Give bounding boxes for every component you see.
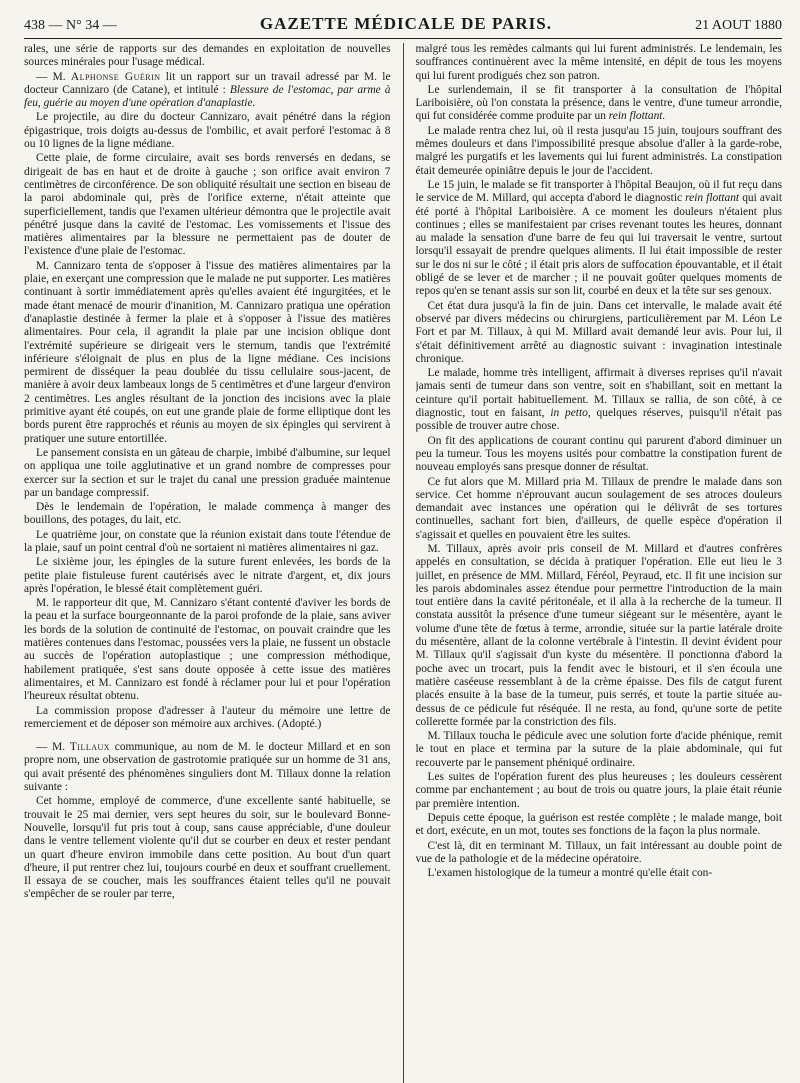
paragraph: Cette plaie, de forme circulaire, avait ses bords renversés en dedans, se dirigeait de bas en haut et de droite à gauche ; son orifice avait environ 7 centimètres de circonférence. De son obliquité résultait une section en biseau de la paroi abdominale qui, près de l'orifice externe, n'était atteinte que superficiellement, tandis que l'examen ultérieur démontra que le projectile avait pénétré jusque dans la cavité de l'estomac. Les vomissements et l'issue des matières alimentaires par la blessure ne permettaient pas de douter de l'existence d'une plaie de l'estomac. — [24, 152, 391, 258]
paragraph-text: lit un rapport sur un travail adressé par M. le docteur Cannizaro (de Catane), et intitulé : — [24, 70, 391, 96]
paragraph-text: Le malade, homme très intelligent, affirmait à diverses reprises qu'il n'avait jamais senti de tumeur dans son ventre, soit en s'habillant, soit en mettant la ceinture qu'il portait habituellement. M. Tillaux se rallia, de son côté, à ce diagnostic, tout en faisant, — [415, 367, 782, 420]
paragraph: Le quatrième jour, on constate que la réunion existait dans toute l'étendue de la plaie, sauf un point central d'où ne sortaient ni matières alimentaires ni gaz. — [24, 528, 391, 554]
paragraph — [24, 71, 391, 111]
paragraph: M. Cannizaro tenta de s'opposer à l'issue des matières alimentaires par la plaie, en exerçant une compression que le malade ne put supporter. Les matières continuant à sortir immédiatement après qu'elles avaient été ingurgitées, et le made étant menacé de mourir d'inanition, M. Cannizaro pratiqua une opération d'anaplastie destinée à fermer la plaie et à s'opposer à l'issue des matières alimentaires. Pour cela, il agrandit la plaie par une incision oblique dont l'extrémité supérieure se dirigeait vers le sternum, tandis que l'extrémité inférieure s'éloignait de plus en plus de la ligne médiane. Ces incisions permirent de disséquer la peau doublée du tissu cellulaire sous-jacent, de manière à avoir deux lambeaux longs de 5 centimètres et d'une largeur d'environ 2 centimètres. Les angles résultant de la jonction des incisions avec la plaie primitive ayant été coupés, on eut une grande plaie de forme elliptique dont les bords purent être rapprochés et réunis au moyen de six épingles qui servirent à pratiquer une suture entortillée. — [24, 259, 391, 445]
column-rule — [403, 43, 404, 1083]
emphasis: rein flottant — [685, 192, 740, 205]
paragraph: C'est là, dit en terminant M. Tillaux, un fait intéressant au double point de vue de la pathologie et de la médecine opératoire. — [415, 839, 782, 865]
paragraph-text: communique, au nom de M. le docteur Millard et en son propre nom, une observation de gastrotomie pratiquée sur un homme de 31 ans, qui avait présenté des phénomènes singuliers dont M. Tillaux donne la relation suivante : — [24, 741, 391, 794]
right-column — [416, 43, 783, 1083]
journal-title: GAZETTE MÉDICALE DE PARIS. — [259, 14, 552, 33]
left-column — [24, 43, 391, 1083]
paragraph: Le sixième jour, les épingles de la suture furent enlevées, les bords de la petite plaie fistuleuse furent cautérisés avec le nitrate d'argent, et, dix jours après l'opération, le blessé était complètement guéri. — [24, 556, 391, 595]
paragraph: M. Tillaux, après avoir pris conseil de M. Millard et d'autres confrères appelés en consultation, se décida à pratiquer l'opération. Elle eut lieu le 3 juillet, en présence de MM. Millard, Féréol, Peyraud, etc. Il fit une incision sur les parois abdominales assez étendue pour permettre l'introduction de la main tout entière dans la cavité péritonéale, et il alla à la recherche de la tumeur. Il constata aussitôt la présence d'une tumeur siégeant sur le mésentère, ayant le volume d'une tête de fœtus à terme, arrondie, située sur la partie latérale droite du mésentère, allant de la colonne vertébrale à l'intestin. Il devint évident pour M. Tillaux qu'il s'agissait d'un kyste du mésentère. Il ponctionna d'abord la poche avec un trocart, puis la fendit avec le bistouri, et il s'en écoula une matière caséeuse ressemblant à de la crème épaisse. Des fils de catgut furent placés ensuite à la base de la tumeur, puis serrés, et toute la partie située au-dessus de ce pédicule fut réséquée. Il ne resta, au fond, qu'une sorte de petite collerette formée par la constriction des fils. — [415, 542, 782, 728]
page-number: 438 — N° 34 — — [24, 18, 117, 33]
paragraph-text: , quelques réserves, puisqu'il n'était pas possible de trouver autre chose. — [415, 407, 782, 433]
paragraph: Depuis cette époque, la guérison est restée complète ; le malade mange, boit et dort, exécute, en un mot, toutes ses fonctions de la façon la plus normale. — [415, 811, 782, 838]
paragraph: Le malade rentra chez lui, où il resta jusqu'au 15 juin, toujours souffrant des mêmes douleurs et dans l'impossibilité presque absolue d'aller à la garde-robe, malgré les purgatifs et les lavements qui lui furent administrés. La constipation était demeurée opiniâtre depuis le jour de l'accident. — [415, 124, 782, 177]
paragraph-text: — M. — [36, 741, 70, 754]
paragraph: Le pansement consista en un gâteau de charpie, imbibé d'albumine, sur lequel on appliqua une toile agglutinative et un grand nombre de compresses pour exercer sur la section et sur le trajet du canal une pression graduée maintenue par un bandage compressif. — [24, 446, 391, 499]
paragraph: malgré tous les remèdes calmants qui lui furent administrés. Le lendemain, les souffrances continuèrent avec la même intensité, en dépit de tous les moyens qui lui furent prodigués chez son patron. — [415, 43, 782, 82]
paragraph: Cet homme, employé de commerce, d'une excellente santé habituelle, se trouvait le 25 mai dernier, vers sept heures du soir, sur le boulevard Bonne-Nouvelle, lorsqu'il fut pris tout à coup, sans cause appréciable, d'une douleur dans le ventre tellement violente qu'il dut se courber en deux et rester pendant un quart d'heure environ immobile dans cette position. Au bout d'un quart d'heure, il put rentrer chez lui, toujours courbé en deux et souffrant cruellement. Il essaya de se coucher, mais les souffrances étaient telles qu'il ne pouvait s'empêcher de se rouler par terre, — [24, 795, 391, 901]
paragraph: Dès le lendemain de l'opération, le malade commença à manger des bouillons, des potages, du lait, etc. — [24, 501, 391, 527]
paragraph: Les suites de l'opération furent des plus heureuses ; les douleurs cessèrent comme par enchantement ; au bout de trois ou quatre jours, la plaie était réunie par première intention. — [415, 771, 782, 810]
author-name: Tillaux — [69, 741, 111, 754]
text-columns — [24, 43, 782, 1083]
issue-date: 21 AOUT 1880 — [695, 18, 782, 33]
emphasis: in petto — [550, 407, 588, 420]
paragraph: On fit des applications de courant continu qui parurent d'abord diminuer un peu la tumeur. Tous les moyens usités pour combattre la constipation furent de nouveau employés sans presque donner de résultat. — [415, 434, 782, 474]
paragraph: M. le rapporteur dit que, M. Cannizaro s'étant contenté d'aviver les bords de la peau et la surface bourgeonnante de la paroi profonde de la plaie, sans aviver les bords de la solution de continuité de l'estomac, on pouvait craindre que les matières contenues dans l'estomac, poussées vers la plaie, ne fussent un obstacle au succès de l'opération autoplastique ; une compression méthodique, habilement pratiquée, s'est sans doute opposée à cette issue des matières alimentaires, et M. Cannizaro est fondé à réclamer pour lui et pour l'opération l'heureux résultat obtenu. — [24, 597, 391, 703]
paragraph: La commission propose d'adresser à l'auteur du mémoire une lettre de remerciement et de déposer son mémoire aux archives. (Adopté.) — [24, 704, 391, 730]
paragraph-text: qui avait été porté à l'hôpital Lariboisière. A ce moment les douleurs n'étaient plus continues ; elles se manifestaient par crises revenant toutes les heures, donnant au malade la sensation d'une barre de feu qui lui traversait le ventre, surtout lorsqu'il essayait de prendre quelques aliments. Il lui était impossible de rester sur le dos ni sur le côté ; il était pris alors de suffocation épouvantable, et il était obligé de se lever et de marcher ; il ne pouvait goûter quelques moments de repos qu'en se tenant assis sur son lit, courbé en deux et la tête sur ses genoux. — [415, 192, 782, 298]
paragraph: M. Tillaux toucha le pédicule avec une solution forte d'acide phénique, remit le tout en place et termina par la suture de la plaie abdominale, qui fut recouverte par le pansement phéniqué ordinaire. — [415, 730, 782, 769]
paragraph — [24, 741, 391, 794]
paragraph: Ce fut alors que M. Millard pria M. Tillaux de prendre le malade dans son service. Cet homme n'éprouvant aucun soulagement de ses atroces douleurs demandait avec instances une opération qui le délivrât de ses tortures continuelles, sachant fort bien, d'ailleurs, de quelle espèce d'opération il s'agissait et quelles en pouvaient être les suites. — [415, 475, 782, 541]
paragraph: L'examen histologique de la tumeur a montré qu'elle était con- — [427, 867, 713, 880]
paragraph — [416, 179, 783, 299]
emphasis: rein flottant. — [608, 110, 666, 123]
paragraph — [416, 367, 783, 433]
paragraph: rales, une série de rapports sur des demandes en exploitation de nouvelles sources minérales pour l'usage médical. — [24, 43, 391, 69]
paragraph-text: — M. — [36, 70, 71, 83]
report-title: Blessure de l'estomac, par arme à feu, guérie au moyen d'une opération d'anaplastie. — [24, 83, 391, 110]
paragraph: Le projectile, au dire du docteur Cannizaro, avait pénétré dans la région épigastrique, trois doigts au-dessus de l'ombilic, et avait perforé l'estomac à 8 ou 10 lignes de la ligne médiane. — [24, 111, 391, 151]
paragraph: Cet état dura jusqu'à la fin de juin. Dans cet intervalle, le malade avait été observé par divers médecins ou chirurgiens, particulièrement par M. Léon Le Fort et par M. Tillaux, à qui M. Millard avait demandé leur avis. Pour lui, il s'était définitivement arrêté au diagnostic suivant : invagination intestinale chronique. — [415, 299, 782, 365]
paragraph-text: Le surlendemain, il se fit transporter à la consultation de l'hôpital Lariboisière, où l'on constata la présence, dans le ventre, d'une tumeur arrondie, qui fut considérée comme produite par un — [415, 83, 782, 123]
paragraph-text: Le 15 juin, le malade se fit transporter à l'hôpital Beaujon, où il fut reçu dans le service de M. Millard, qui accepta d'abord le diagnostic — [415, 178, 782, 205]
paragraph — [416, 84, 783, 124]
page-header — [24, 14, 782, 39]
author-name: Alphonse Guérin — [70, 70, 161, 83]
